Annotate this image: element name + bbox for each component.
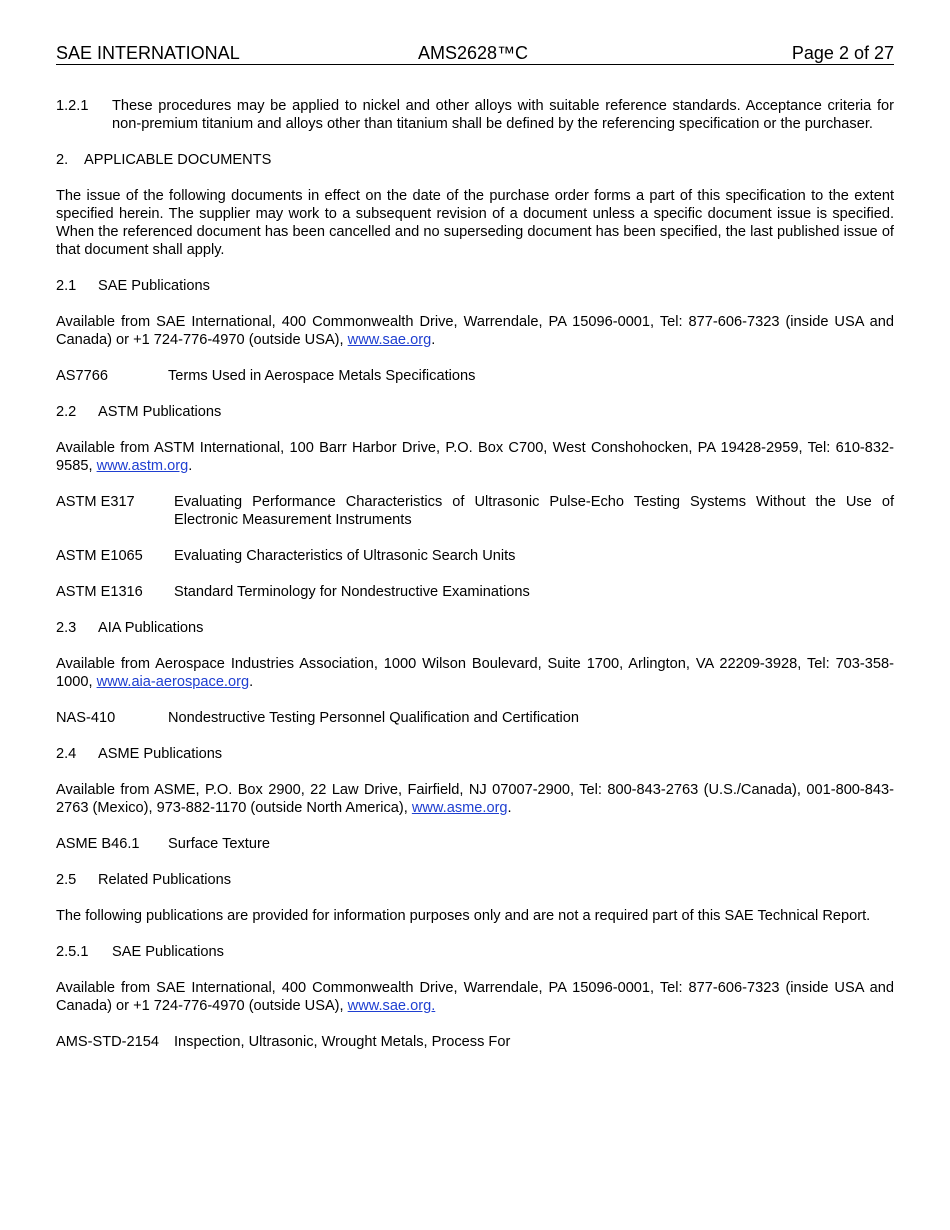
ref-title: Evaluating Performance Characteristics of Ultrasonic Pulse-Echo Testing Systems Without the Use of Electronic Measurement Instruments [174,494,894,528]
aia-link[interactable]: www.aia-aerospace.org [96,674,250,690]
ref-title: Nondestructive Testing Personnel Qualification and Certification [168,710,580,726]
asme-link[interactable]: www.asme.org [411,800,508,816]
document-body [56,97,894,1051]
header-doc-number: AMS2628™C [418,43,529,63]
ref-as7766 [56,367,894,385]
section-1-2-1 [56,97,894,133]
section-2-3-text: Available from Aerospace Industries Association, 1000 Wilson Boulevard, Suite 1700, Arlington, VA 22209-3928, Tel: 703-358-1000, www.aia-aerospace.org. [56,656,894,690]
ref-title: Evaluating Characteristics of Ultrasonic Search Units [174,548,516,564]
ref-code: ASME B46.1 [56,836,140,852]
ref-title: Standard Terminology for Nondestructive Examinations [174,584,530,600]
ref-title: Terms Used in Aerospace Metals Specifications [168,368,476,384]
ref-astm-e1316 [56,583,894,601]
sae-link[interactable]: www.sae.org [347,332,432,348]
header-org: SAE INTERNATIONAL [56,43,240,63]
section-2-3-heading: 2.3 AIA Publications [56,620,204,636]
section-2-2-text: Available from ASTM International, 100 Barr Harbor Drive, P.O. Box C700, West Conshohocken, PA 19428-2959, Tel: 610-832-9585, www.astm.org. [56,440,894,474]
ref-title: Inspection, Ultrasonic, Wrought Metals, Process For [174,1034,511,1050]
sae-link-2[interactable]: www.sae.org. [347,998,436,1014]
ref-title: Surface Texture [168,836,270,852]
astm-link[interactable]: www.astm.org [96,458,189,474]
section-2-4-heading: 2.4 ASME Publications [56,746,223,762]
section-2-text: The issue of the following documents in effect on the date of the purchase order forms a part of this specification to the extent specified herein. The supplier may work to a subsequent revision of a document unless a specific document issue is specified. When the referenced document has been cancelled and no superseding document has been specified, the last published issue of that document shall apply. [56,188,894,258]
ref-code: AMS-STD-2154 [56,1034,159,1050]
section-text: These procedures may be applied to nickel and other alloys with suitable reference standards. Acceptance criteria for non-premium titanium and alloys other than titanium shall be defined by the referencing specification or the purchaser. [112,98,894,132]
document-page [56,42,894,1051]
section-2-heading: 2. APPLICABLE DOCUMENTS [56,152,272,168]
ref-nas-410 [56,709,894,727]
section-2-5-text: The following publications are provided for information purposes only and are not a required part of this SAE Technical Report. [56,908,871,924]
section-2-5-1-heading: 2.5.1 SAE Publications [56,944,224,960]
section-2-1-heading: 2.1 SAE Publications [56,278,210,294]
ref-astm-e317 [56,493,894,529]
ref-asme-b46-1 [56,835,894,853]
ref-code: NAS-410 [56,710,116,726]
section-number: 1.2.1 [56,98,89,114]
section-2-2-heading: 2.2 ASTM Publications [56,404,222,420]
section-2-1-text: Available from SAE International, 400 Commonwealth Drive, Warrendale, PA 15096-0001, Tel: 877-606-7323 (inside USA and Canada) or +1 724-776-4970 (outside USA), www.sae.org. [56,314,894,348]
section-2-4-text: Available from ASME, P.O. Box 2900, 22 Law Drive, Fairfield, NJ 07007-2900, Tel: 800-843-2763 (U.S./Canada), 001-800-843-2763 (Mexico), 973-882-1170 (outside North America), www.asme.org. [56,782,894,816]
header-page-number: Page 2 of 27 [791,43,894,63]
ref-code: ASTM E1065 [56,548,143,564]
ref-code: ASTM E317 [56,494,135,510]
ref-ams-std-2154 [56,1033,894,1051]
ref-astm-e1065 [56,547,894,565]
ref-code: AS7766 [56,368,108,384]
section-2-5-heading: 2.5 Related Publications [56,872,232,888]
page-header [56,42,894,65]
section-2-5-1-text: Available from SAE International, 400 Commonwealth Drive, Warrendale, PA 15096-0001, Tel: 877-606-7323 (inside USA and Canada) or +1 724-776-4970 (outside USA), www.sae.org. [56,980,894,1014]
ref-code: ASTM E1316 [56,584,143,600]
